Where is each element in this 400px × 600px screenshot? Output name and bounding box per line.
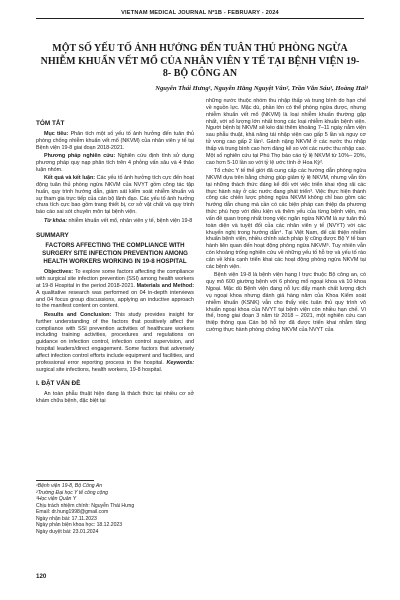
- footnote-affiliation-3: ³Học viện Quân Y: [36, 496, 77, 502]
- left-column: [36, 121, 194, 407]
- materials-label: Materials and Method:: [136, 282, 194, 289]
- abstract-vi-keywords: [36, 218, 194, 225]
- corresponding-author: Chịu trách nhiệm chính: Nguyễn Thái Hưng: [36, 502, 135, 509]
- date-reviewed: Ngày phản biện khoa học: 18.12.2023: [36, 522, 123, 528]
- keywords-vi-text: nhiễm khuẩn vết mổ, nhân viên y tế, bệnh viện 19-8: [67, 217, 193, 224]
- objectives-label: Objectives:: [44, 269, 74, 276]
- introduction-text: An toàn phẫu thuật hiện đang là thách thức tại nhiều cơ sở khám chữa bệnh, đặc biệt tại: [36, 391, 194, 405]
- objective-text: Phân tích một số yếu tố ảnh hưởng đến tuân thủ phòng chống nhiễm khuẩn vết mổ (NKVM) của nhân viên y tế tại Bệnh viện 19-8 giai đoạn 2018-2021.: [36, 130, 194, 151]
- article-title: MỘT SỐ YẾU TỐ ẢNH HƯỞNG ĐẾN TUÂN THỦ PHÒNG NGỪA NHIỄM KHUẨN VẾT MỔ CỦA NHÂN VIÊN Y TẾ TẠI BỆNH VIỆN 19-8- BỘ CÔNG AN: [40, 43, 360, 79]
- summary-results: [36, 312, 194, 374]
- right-paragraph-3: Bệnh viện 19-8 là bệnh viện hạng I trực thuộc Bộ công an, có quy mô 600 giường bệnh với 6 phòng mổ ngoại khoa và 10 khoa Ngoại. Mặc dù Bệnh viện đang nỗ lực đẩy mạnh chất lượng dịch vụ ngoại khoa nhưng đánh giá hàng năm của Khoa Kiểm soát nhiễm khuẩn (KSNK) vẫn cho thấy việc tuân thủ quy trình vô khuẩn ngoại khoa của NVYT tại bệnh viện còn nhiều hạn chế. Vì thế, trong giai đoạn 3 năm từ 2018 – 2021, một nghiên cứu can thiệp thông qua Cán bộ hỗ trợ đã được triển khai nhằm tăng cường thực hành phòng chống NKVM của NVYT của: [206, 272, 366, 334]
- right-paragraph-1: những nước thuộc nhóm thu nhập thấp và trung bình do hạn chế về nguồn lực. Mặc dù, phần lớn có thể phòng ngừa được, nhưng nhiễm khuẩn vết mổ (NKVM) là loại nhiễm khuẩn thường gặp nhất, với số lượng lớn nhất trong các loại nhiễm khuẩn bệnh viện. Người bệnh bị NKVM sẽ kéo dài thêm khoảng 7–11 ngày nằm viện sau phẫu thuật, khả năng tái nhập viện cao gấp 5 lần và nguy cơ tử vong cao gấp 2 lần¹. Gánh nặng NKVM ở các nước thu nhập thấp và trung bình cao hơn đáng kể so với các nước thu nhập cao. Một số nghiên cứu tại Phú Thọ báo cáo tỷ lệ NKVM từ 10%– 20%, cao hơn 5-10 lần so với tỷ lệ ước tính ở Hoa Kỳ².: [206, 98, 366, 166]
- abstract-vi-objective: [36, 131, 194, 152]
- date-accepted: Ngày duyệt bài: 23.01.2024: [36, 528, 99, 535]
- author-list: Nguyễn Thái Hưng¹, Nguyễn Hằng Nguyệt Vân², Trần Văn Sáu³, Hoàng Hải³: [155, 85, 368, 92]
- journal-running-header: VIETNAM MEDICAL JOURNAL Nº1B - FEBRUARY - 2024: [36, 10, 364, 19]
- summary-objectives: [36, 269, 194, 310]
- keywords-vi-label: Từ khóa:: [44, 217, 68, 224]
- results-en-label: Results and Conclusion:: [44, 311, 112, 318]
- results-label: Kết quả và kết luận:: [44, 175, 96, 182]
- right-paragraph-2: Tổ chức Y tế thế giới đã cung cấp các hướng dẫn phòng ngừa NKVM dựa trên bằng chứng giúp giảm tỷ lệ NKVM, nhưng vẫn tồn tại những thách thức đáng kể đối với việc triển khai rộng rãi các thực hành này ở các nước đang phát triển³. Việc thực hiện thành công các chiến lược phòng ngừa NKVM không chỉ bao gồm các hướng dẫn chung mà cần có các biện pháp can thiệp đa phương thức phù hợp với điều kiện và thêm yếu của từng bệnh viện, mà vấn đề quan trọng nhất trong việc ngăn ngừa NKVM là sự tuân thủ toàn diện và tuyệt đối của các nhân viên y tế (NVYT) với các khuyến nghị trong hướng dẫn⁴. Tại Việt Nam, để cải thiện nhiễm khuẩn bệnh viện, nhiều chính sách pháp lý cũng được Bộ Y tế ban hành liên quan đến hoạt động phòng ngừa NKVM⁵. Tuy nhiên vẫn còn khoảng trống nghiên cứu về những yếu tố hỗ trợ và yếu tố rào cản về khía cạnh triển khai các hoạt động phòng ngừa NKVM tại các bệnh viện.: [206, 168, 366, 270]
- keywords-en-label: Keywords:: [166, 359, 195, 366]
- right-column: [206, 98, 366, 335]
- footnote-affiliation-1: ¹Bệnh viện 19-8, Bộ Công An: [36, 483, 103, 489]
- introduction-heading: I. ĐẶT VẤN ĐỀ: [36, 380, 81, 388]
- materials-text: A qualitative research was performed on 04 in-depth interviews and 04 focus group discussions, applying an inductive approach to the manifest content on content.: [36, 289, 194, 310]
- method-label: Phương pháp nghiên cứu:: [44, 152, 116, 159]
- summary-heading: SUMMARY: [36, 231, 69, 239]
- method-text: Nghiên cứu định tính sử dụng phương pháp quy nạp phân tích trên 4 phỏng vấn sâu và 4 thảo luận nhóm.: [36, 152, 194, 173]
- footnote-rule: [36, 480, 94, 481]
- abstract-vi-heading: TÓM TẮT: [36, 120, 65, 127]
- abstract-vi-results: [36, 175, 194, 216]
- results-text: Các yếu tố ảnh hưởng tích cực đến hoạt động tuân thủ phòng ngừa NKVM của NVYT gồm công tác tập huấn, quy trình hướng dẫn, giám sát kiểm soát nhiễm khuẩn và sự tham gia trực tiếp của cán bộ lãnh đạo. Các yếu tố ảnh hưởng chưa tích cực bao gồm trang thiết bị, cơ sở vật chất và quy trình báo cáo sai sót chuyên môn tại bệnh viện.: [36, 175, 194, 216]
- objective-label: Mục tiêu:: [44, 130, 69, 137]
- objectives-text: To explore some factors affecting the compliance with surgical site infection prevention (SSI) among health workers at 19-8 Hospital in the period 2018-2021.: [36, 269, 194, 289]
- abstract-vi-method: [36, 153, 194, 174]
- author-email: Email: dr.hung1998@gmail.com: [36, 509, 109, 515]
- english-title: FACTORS AFFECTING THE COMPLIANCE WITH SURGERY SITE INFECTION PREVENTION AMONG HEALTH WORKERS WORKING IN 19-8 HOSPITAL: [42, 242, 188, 265]
- footnotes: [36, 477, 194, 535]
- keywords-en-text: surgical site infections, health workers, 19-8 hospital.: [36, 366, 163, 373]
- footnote-affiliation-2: ²Trường Đại học Y tế công cộng: [36, 489, 108, 496]
- page-number: 120: [36, 573, 47, 580]
- date-received: Ngày nhận bài: 17.11.2023: [36, 515, 97, 522]
- results-en-text: This study provides insight for further understanding of the factors that positively affect the compliance with SSI prevention activities of healthcare workers including training activities, procedures and regulations on guidance on infection control, infection control supervision, and hospital leaders/direct engagement. Some factors that adversely affect infection control efforts include equipment and facilities, and professional error reporting process in the hospital.: [36, 311, 194, 366]
